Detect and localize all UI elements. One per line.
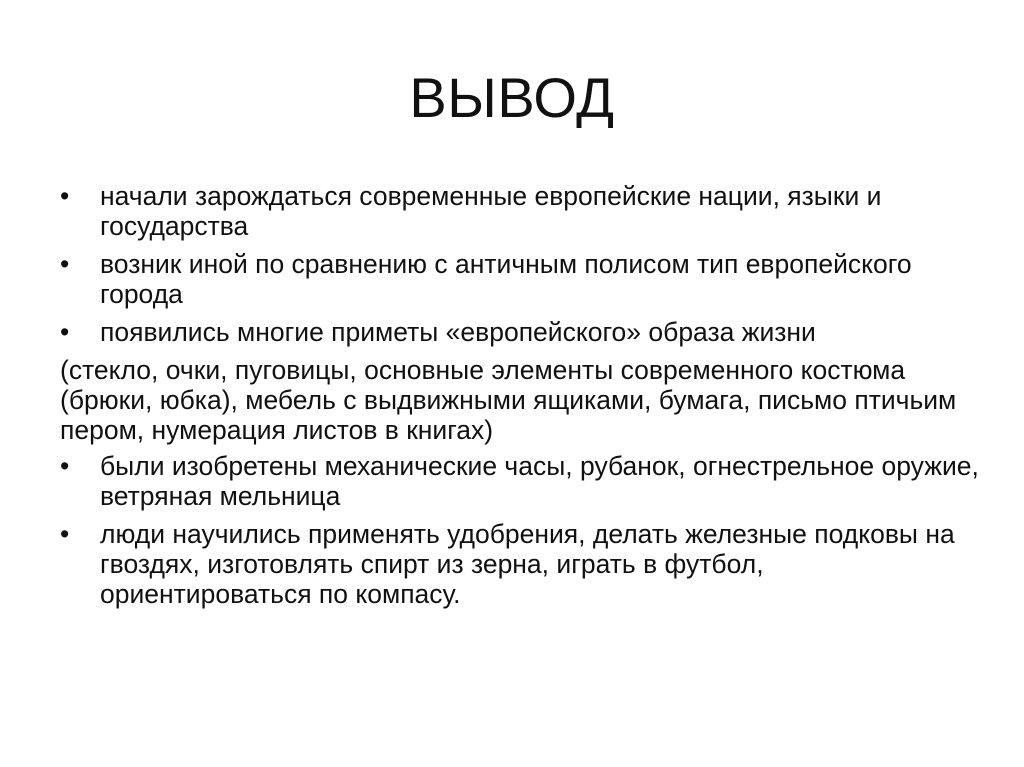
bullet-icon: • (60, 451, 70, 481)
slide-content (60, 181, 980, 617)
slide-title: ВЫВОД (409, 66, 615, 129)
bullet-icon: • (60, 519, 70, 549)
bullet-item (60, 181, 980, 241)
bullet-item (60, 519, 980, 609)
plain-paragraph: (стекло, очки, пуговицы, основные элементы современного костюма (брюки, юбка), мебель с выдвижными ящиками, бумага, письмо птичьим пером, нумерация листов в книгах) (60, 355, 957, 445)
bullet-icon: • (60, 249, 70, 279)
bullet-text: начали зарождаться современные европейские нации, языки и государства (100, 181, 882, 241)
bullet-text: возник иной по сравнению с античным полисом тип европейского города (100, 249, 912, 309)
bullet-item (60, 451, 980, 511)
bullet-text: люди научились применять удобрения, делать железные подковы на гвоздях, изготовлять спирт из зерна, играть в футбол, ориентироваться по компасу. (100, 519, 955, 609)
bullet-text: появились многие приметы «европейского» образа жизни (100, 317, 816, 347)
bullet-icon: • (60, 181, 70, 211)
bullet-item (60, 317, 980, 347)
bullet-item (60, 249, 980, 309)
bullet-icon: • (60, 317, 70, 347)
bullet-text: были изобретены механические часы, рубанок, огнестрельное оружие, ветряная мельница (100, 451, 979, 511)
